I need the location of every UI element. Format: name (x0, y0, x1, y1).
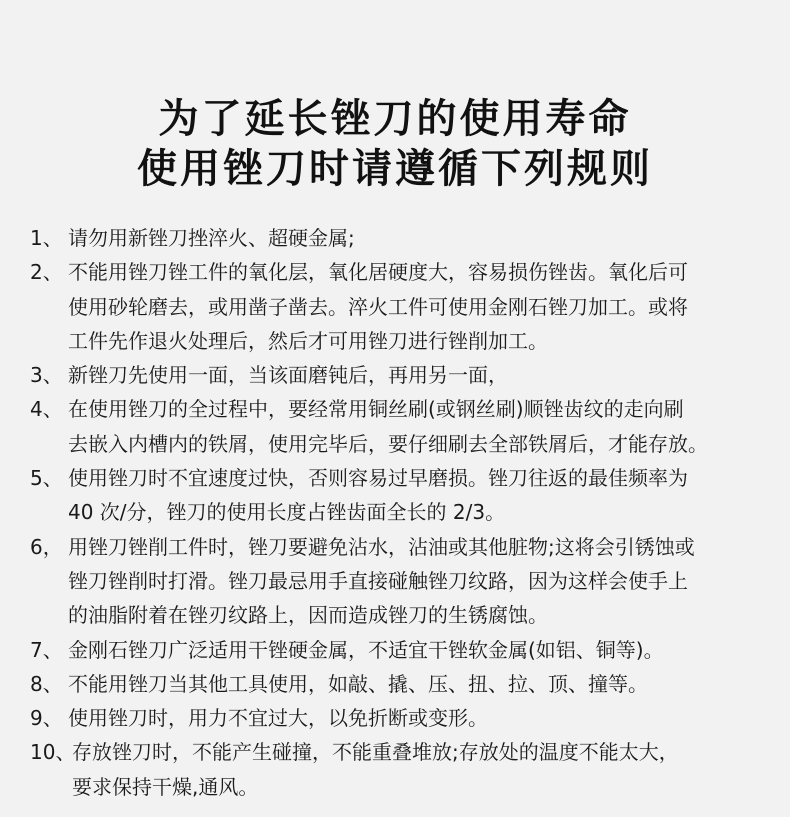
rule-number: 10、 (30, 740, 76, 765)
rule-line: 不能用锉刀锉工件的氧化层，氧化居硬度大，容易损伤锉齿。氧化后可 (68, 260, 688, 285)
list-item (30, 735, 770, 804)
rule-text (68, 255, 770, 358)
rule-line: 的油脂附着在锉刃纹路上，因而造成锉刀的生锈腐蚀。 (68, 603, 548, 628)
rule-text (68, 461, 770, 530)
page-title: 为了延长锉刀的使用寿命 (158, 96, 632, 142)
rule-number: 8、 (30, 671, 63, 696)
rule-line: 使用锉刀时，用力不宜过大，以免折断或变形。 (68, 706, 488, 731)
rule-number: 1、 (30, 226, 63, 250)
page-subtitle: 使用锉刀时请遵循下列规则 (137, 146, 653, 192)
list-item (30, 461, 770, 530)
rule-line: 在使用锉刀的全过程中，要经常用铜丝刷(或钢丝刷)顺锉齿纹的走向刷 (68, 397, 684, 422)
list-item (30, 255, 770, 358)
rule-line: 不能用锉刀当其他工具使用，如敲、撬、压、扭、拉、顶、撞等。 (68, 671, 648, 696)
rule-line: 去嵌入内槽内的铁屑，使用完毕后，要仔细刷去全部铁屑后，才能存放。 (68, 431, 708, 456)
rule-text (68, 221, 770, 255)
rule-text (68, 392, 770, 461)
list-item (30, 530, 770, 633)
rule-line: 存放锉刀时，不能产生碰撞，不能重叠堆放;存放处的温度不能太大， (72, 740, 679, 765)
rule-number: 2、 (30, 260, 63, 285)
rule-line: 金刚石锉刀广泛适用干锉硬金属，不适宜干锉软金属(如铝、铜等)。 (68, 637, 664, 662)
list-item (30, 358, 770, 392)
rule-number: 6， (30, 534, 63, 559)
rule-number: 5、 (30, 466, 63, 491)
rule-text (68, 358, 770, 392)
rule-line: 要求保持干燥,通风。 (72, 774, 259, 799)
rule-line: 请勿用新锉刀挫淬火、超硬金属; (68, 226, 355, 250)
rule-number: 9、 (30, 706, 63, 731)
rule-number: 4、 (30, 397, 63, 422)
rule-line: 用锉刀锉削工件时，锉刀要避免沾水，沾油或其他脏物;这将会引锈蚀或 (68, 534, 695, 559)
list-item (30, 392, 770, 461)
rule-line: 40 次/分，锉刀的使用长度占锉齿面全长的 2/3。 (68, 500, 506, 525)
list-item (30, 633, 770, 667)
title-block (0, 94, 790, 194)
rule-line: 锉刀锉削时打滑。锉刀最忌用手直接碰触锉刀纹路，因为这样会使手上 (68, 568, 688, 593)
rule-text (68, 633, 770, 667)
rule-line: 新锉刀先使用一面，当该面磨钝后，再用另一面， (68, 363, 508, 388)
rule-text (68, 667, 770, 701)
rule-line: 使用砂轮磨去，或用凿子凿去。淬火工件可使用金刚石锉刀加工。或将 (68, 294, 688, 319)
rule-text (68, 701, 770, 735)
rule-text (68, 530, 770, 633)
rule-number: 3、 (30, 363, 63, 388)
rule-line: 使用锉刀时不宜速度过快，否则容易过早磨损。锉刀往返的最佳频率为 (68, 466, 688, 491)
list-item (30, 221, 770, 255)
rules-list (30, 221, 770, 804)
rule-number: 7、 (30, 637, 63, 662)
rule-text (72, 735, 770, 804)
rule-line: 工件先作退火处理后，然后才可用锉刀进行锉削加工。 (68, 328, 548, 353)
list-item (30, 667, 770, 701)
list-item (30, 701, 770, 735)
